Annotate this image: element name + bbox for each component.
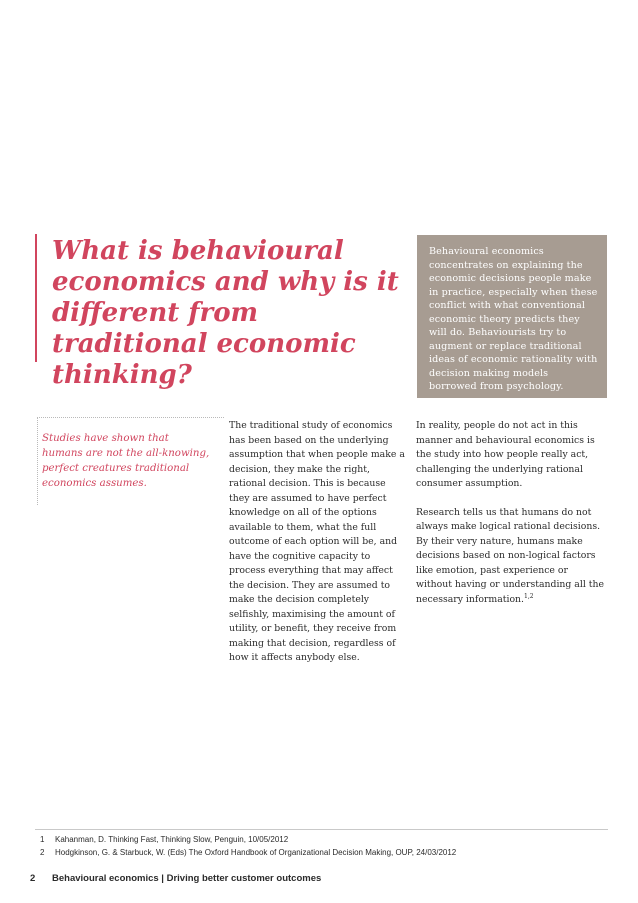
page-number: 2 (30, 873, 36, 884)
column2-paragraph-2 (416, 506, 606, 608)
intro-callout-box (417, 235, 607, 398)
page-title: What is behavioural economics and why is it different from traditional economic thinking? (52, 236, 399, 390)
body-column-2 (416, 419, 606, 621)
footnotes (40, 834, 600, 859)
body-column-1 (229, 419, 409, 666)
column2-paragraph-2-text: Research tells us that humans do not always make logical rational decisions. By their very nature, humans make decisions based on non-logical factors like emotion, past experience or without having or understanding all the necessary information. (416, 506, 604, 605)
footnote-text: Kahanman, D. Thinking Fast, Thinking Slow, Penguin, 10/05/2012 (55, 835, 289, 844)
column2-paragraph-1: In reality, people do not act in this manner and behavioural economics is the study into how people really act, challenging the underlying rational consumer assumption. (416, 420, 595, 489)
footnote-item (40, 834, 600, 847)
footer-text: Behavioural economics | Driving better customer outcomes (52, 873, 322, 884)
footnote-number: 1 (40, 835, 45, 844)
footnote-number: 2 (40, 847, 45, 857)
quote-side-rule (37, 417, 38, 505)
intro-callout-text: Behavioural economics concentrates on explaining the economic decisions people make in practice, especially when these conflict with what conventional economic theory predicts they will do. Behaviourists try to augment or replace traditional ideas of economic rationality with decision making models borrowed from psychology. (429, 246, 598, 392)
pull-quote: Studies have shown that humans are not the all-knowing, perfect creatures traditional economics assumes. (42, 433, 210, 489)
quote-divider (37, 417, 224, 418)
title-accent-bar (35, 234, 37, 362)
footnote-reference: 1,2 (524, 592, 534, 600)
footnote-text: Hodgkinson, G. & Starbuck, W. (Eds) The Oxford Handbook of Organizational Decision Making, OUP, 24/03/2012 (55, 847, 457, 857)
footnote-divider (35, 829, 608, 830)
page-footer (30, 873, 590, 884)
footnote-item (40, 847, 600, 860)
column1-paragraph: The traditional study of economics has been based on the underlying assumption that when people make a decision, they make the right, rational decision. This is because they are assumed to have perfect knowledge on all of the options available to them, what the full outcome of each option will be, and have the cognitive capacity to process everything that may affect the decision. They are assumed to make the decision completely selfishly, maximising the amount of utility, or benefit, they receive from making that decision, regardless of how it affects anybody else. (229, 420, 405, 663)
